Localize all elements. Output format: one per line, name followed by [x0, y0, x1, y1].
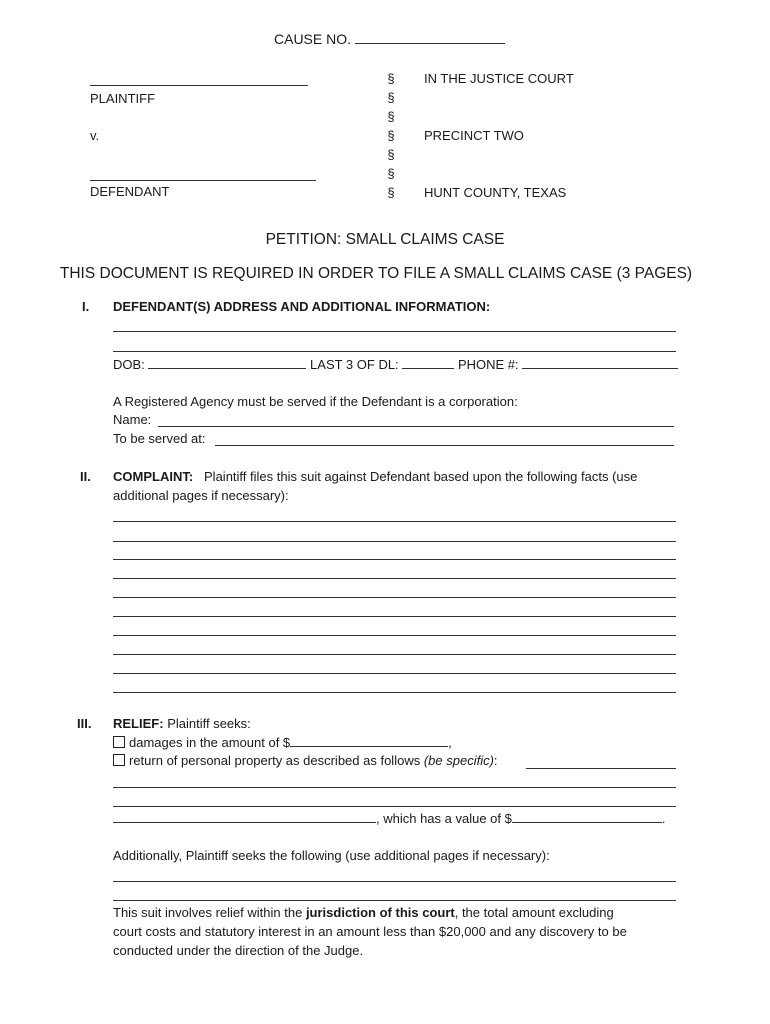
complaint-facts-line[interactable]: [113, 654, 676, 655]
phone-label: PHONE #:: [457, 357, 519, 372]
section-2-numeral: II.: [80, 469, 91, 484]
complaint-line-2: additional pages if necessary):: [113, 488, 289, 503]
section-1-heading: DEFENDANT(S) ADDRESS AND ADDITIONAL INFORMATION:: [113, 299, 491, 314]
jurisdiction-line-3: conducted under the direction of the Judge.: [113, 943, 364, 958]
complaint-facts-line[interactable]: [113, 578, 676, 579]
jurisdiction-line-1: [113, 905, 614, 920]
property-value-row: [113, 810, 665, 826]
property-value-label: , which has a value of $: [376, 811, 512, 826]
versus-label: v.: [90, 128, 100, 143]
property-option: [113, 753, 498, 768]
cause-number-field[interactable]: [355, 31, 505, 44]
property-checkbox[interactable]: [113, 754, 125, 766]
additional-relief-line[interactable]: [113, 900, 676, 901]
defendant-details-row: [113, 356, 678, 372]
damages-checkbox[interactable]: [113, 736, 125, 748]
complaint-line-1: [113, 469, 637, 484]
section-symbol: §: [387, 185, 395, 200]
court-name: IN THE JUSTICE COURT: [424, 71, 574, 86]
defendant-label: DEFENDANT: [90, 184, 170, 199]
section-symbol: §: [387, 166, 395, 181]
registered-agency-note: A Registered Agency must be served if the Defendant is a corporation:: [113, 394, 518, 409]
property-label: return of personal property as described as follows: [129, 753, 421, 768]
relief-heading-rest: Plaintiff seeks:: [167, 716, 251, 731]
defendant-address-line[interactable]: [113, 331, 676, 332]
section-1-numeral: I.: [82, 299, 90, 314]
complaint-facts-line[interactable]: [113, 635, 676, 636]
jurisdiction-bold: jurisdiction of this court: [305, 905, 455, 920]
section-symbol: §: [387, 90, 395, 105]
section-symbol: §: [387, 71, 395, 86]
cause-number-line: [274, 31, 505, 47]
damages-option: [113, 734, 452, 750]
section-3-numeral: III.: [77, 716, 92, 731]
agent-name-field[interactable]: [158, 426, 674, 427]
property-description-end-field[interactable]: [113, 810, 376, 823]
additional-relief-line[interactable]: [113, 881, 676, 882]
court-precinct: PRECINCT TWO: [424, 128, 524, 143]
property-description-line[interactable]: [113, 806, 676, 807]
requirement-title: THIS DOCUMENT IS REQUIRED IN ORDER TO FILE A SMALL CLAIMS CASE (3 PAGES): [59, 265, 693, 282]
section-symbol: §: [387, 109, 395, 124]
damages-suffix: ,: [448, 735, 452, 750]
served-at-label: To be served at:: [113, 431, 206, 446]
dob-field[interactable]: [148, 356, 306, 369]
agent-name-label: Name:: [113, 412, 152, 427]
jurisdiction-pre: This suit involves relief within the: [113, 905, 303, 920]
complaint-facts-line[interactable]: [113, 597, 676, 598]
complaint-facts-line[interactable]: [113, 541, 676, 542]
court-county: HUNT COUNTY, TEXAS: [424, 185, 567, 200]
complaint-facts-line[interactable]: [113, 673, 676, 674]
additional-relief-text: Additionally, Plaintiff seeks the following (use additional pages if necessary):: [113, 848, 550, 863]
complaint-text: Plaintiff files this suit against Defendant based upon the following facts (use: [204, 469, 638, 484]
property-description-field[interactable]: [526, 768, 676, 769]
dl-field[interactable]: [402, 356, 454, 369]
damages-label: damages in the amount of $: [129, 735, 291, 750]
defendant-name-field[interactable]: [90, 180, 316, 181]
section-symbol: §: [387, 147, 395, 162]
phone-field[interactable]: [522, 356, 678, 369]
property-colon: :: [493, 753, 498, 768]
served-at-field[interactable]: [215, 445, 674, 446]
property-value-period: .: [661, 811, 666, 826]
jurisdiction-post: , the total amount excluding: [454, 905, 614, 920]
property-value-field[interactable]: [512, 810, 662, 823]
section-symbol: §: [387, 128, 395, 143]
dl-label: LAST 3 OF DL:: [310, 357, 399, 372]
complaint-facts-line[interactable]: [113, 559, 676, 560]
relief-heading: RELIEF:: [113, 716, 164, 731]
dob-label: DOB:: [113, 357, 145, 372]
plaintiff-name-field[interactable]: [90, 85, 308, 86]
relief-line: [113, 716, 251, 731]
petition-title: PETITION: SMALL CLAIMS CASE: [265, 231, 505, 248]
cause-label: CAUSE NO.: [274, 31, 352, 47]
property-description-line[interactable]: [113, 787, 676, 788]
complaint-facts-line[interactable]: [113, 616, 676, 617]
complaint-facts-line[interactable]: [113, 692, 676, 693]
property-specific-note: (be specific): [423, 753, 494, 768]
jurisdiction-line-2: court costs and statutory interest in an amount less than $20,000 and any discovery to be: [113, 924, 627, 939]
plaintiff-label: PLAINTIFF: [90, 91, 156, 106]
complaint-heading: COMPLAINT:: [113, 469, 194, 484]
defendant-address-line[interactable]: [113, 351, 676, 352]
complaint-facts-line[interactable]: [113, 521, 676, 522]
damages-amount-field[interactable]: [290, 734, 448, 747]
